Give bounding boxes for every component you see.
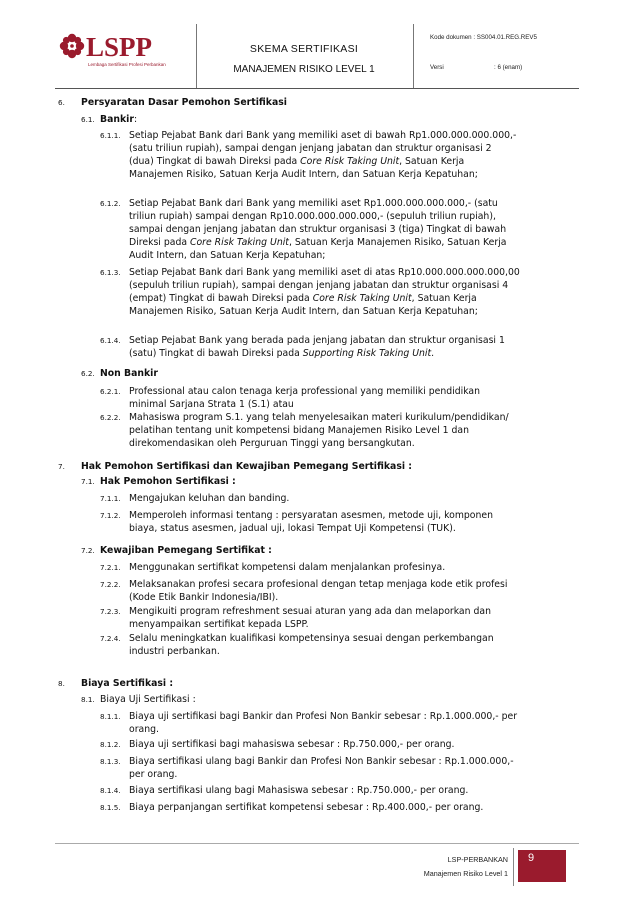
item-number: 6.2.2.	[100, 413, 121, 422]
page-header	[0, 0, 638, 90]
list-item: Biaya perpanjangan sertifikat kompetensi sebesar : Rp.400.000,- per orang.	[129, 802, 484, 813]
list-item: Mengikuiti program refreshment sesuai aturan yang ada dan melaporkan dan menyampaikan sertifikat kepada LSPP.	[129, 606, 491, 630]
footer-rule	[55, 843, 579, 844]
item-number: 6.1.3.	[100, 268, 121, 277]
lspp-logo	[58, 32, 198, 72]
list-item: Professional atau calon tenaga kerja professional yang memiliki pendidikan minimal Sarjana Strata 1 (S.1) atau	[129, 386, 481, 410]
list-item: Mahasiswa program S.1. yang telah menyelesaikan materi kurikulum/pendidikan/ pelatihan tentang unit kompetensi bidang Manajemen Risiko Level 1 dan direkomendasikan oleh Perguruan Tinggi yang bersangkutan.	[129, 412, 509, 449]
subsection-number: 6.2.	[81, 369, 95, 378]
item-number: 8.1.5.	[100, 803, 121, 812]
item-number: 8.1.4.	[100, 786, 121, 795]
section-number: 8.	[58, 679, 65, 688]
section-title: Biaya Sertifikasi :	[81, 678, 174, 689]
item-number: 7.1.1.	[100, 494, 121, 503]
list-item: Setiap Pejabat Bank dari Bank yang memiliki aset di atas Rp10.000.000.000.000,00 (sepuluh triliun rupiah), sampai dengan jenjang jabatan dan struktur organisasi 4 (empat) Tingkat di bawah Direksi pada Core Risk Taking Unit, Satuan Kerja Manajemen Risiko, Satuan Kerja Audit Intern, dan Satuan Kerja Kepatuhan;	[129, 267, 520, 317]
list-item: Selalu meningkatkan kualifikasi kompetensinya sesuai dengan perkembangan industri perbankan.	[129, 633, 494, 657]
footer-org: LSP-PERBANKAN	[447, 855, 508, 864]
header-divider	[413, 24, 414, 88]
item-number: 6.2.1.	[100, 387, 121, 396]
item-number: 7.1.2.	[100, 511, 121, 520]
subsection-number: 8.1.	[81, 695, 95, 704]
item-number: 6.1.1.	[100, 131, 121, 140]
list-item: Biaya uji sertifikasi bagi mahasiswa sebesar : Rp.750.000,- per orang.	[129, 739, 455, 750]
section-number: 6.	[58, 98, 65, 107]
document-version	[430, 64, 522, 71]
subsection-title: Biaya Uji Sertifikasi :	[100, 694, 196, 705]
item-number: 6.1.4.	[100, 336, 121, 345]
list-item: Biaya uji sertifikasi bagi Bankir dan Profesi Non Bankir sebesar : Rp.1.000.000,- per orang.	[129, 711, 518, 735]
header-rule	[55, 88, 579, 89]
list-item: Setiap Pejabat Bank yang berada pada jenjang jabatan dan struktur organisasi 1 (satu) Tingkat di bawah Direksi pada Supporting Risk Taking Unit.	[129, 335, 505, 359]
subsection-title: Hak Pemohon Sertifikasi :	[100, 476, 236, 487]
header-divider	[196, 24, 197, 88]
item-number: 7.2.1.	[100, 563, 121, 572]
subsection-number: 7.1.	[81, 477, 95, 486]
document-title: SKEMA SERTIFIKASI	[249, 43, 359, 55]
item-number: 6.1.2.	[100, 199, 121, 208]
subsection-title: Non Bankir	[100, 368, 158, 379]
document-subtitle: MANAJEMEN RISIKO LEVEL 1	[233, 64, 375, 75]
list-item: Biaya sertifikasi ulang bagi Mahasiswa sebesar : Rp.750.000,- per orang.	[129, 785, 469, 796]
list-item: Memperoleh informasi tentang : persyaratan asesmen, metode uji, komponen biaya, status asesmen, jadual uji, lokasi Tempat Uji Kompetensi (TUK).	[129, 510, 493, 534]
item-number: 8.1.1.	[100, 712, 121, 721]
subsection-title: Bankir:	[100, 114, 138, 125]
list-item: Setiap Pejabat Bank dari Bank yang memiliki aset di bawah Rp1.000.000.000.000,- (satu triliun rupiah), sampai dengan jenjang jabatan dan struktur organisasi 2 (dua) Tingkat di bawah Direksi pada Core Risk Taking Unit, Satuan Kerja Manajemen Risiko, Satuan Kerja Audit Intern, dan Satuan Kerja Kepatuhan;	[129, 130, 517, 180]
item-number: 8.1.3.	[100, 757, 121, 766]
footer-doc: Manajemen Risiko Level 1	[423, 869, 508, 878]
document-code: Kode dokumen : SS004.01.REG.REV5	[430, 34, 537, 41]
version-value: : 6 (enam)	[494, 64, 523, 71]
list-item: Melaksanakan profesi secara profesional dengan tetap menjaga kode etik profesi (Kode Etik Bankir Indonesia/IBI).	[129, 579, 508, 603]
item-number: 7.2.4.	[100, 634, 121, 643]
subsection-number: 7.2.	[81, 546, 95, 555]
item-number: 7.2.2.	[100, 580, 121, 589]
item-number: 8.1.2.	[100, 740, 121, 749]
section-number: 7.	[58, 462, 65, 471]
logo-subtext: Lembaga Sertifikasi Profesi Perbankan	[88, 62, 166, 67]
item-number: 7.2.3.	[100, 607, 121, 616]
list-item: Mengajukan keluhan dan banding.	[129, 493, 290, 504]
list-item: Setiap Pejabat Bank dari Bank yang memiliki aset Rp1.000.000.000.000,- (satu triliun rupiah) sampai dengan Rp10.000.000.000.000,- (sepuluh triliun rupiah), sampai dengan jenjang jabatan dan struktur organisasi 3 (tiga) Tingkat di bawah Direksi pada Core Risk Taking Unit, Satuan Kerja Manajemen Risiko, Satuan Kerja Audit Intern, dan Satuan Kerja Kepatuhan;	[129, 198, 507, 261]
subsection-title: Kewajiban Pemegang Sertifikat :	[100, 545, 272, 556]
logo-text: LSPP	[86, 32, 153, 62]
section-title: Persyaratan Dasar Pemohon Sertifikasi	[81, 97, 287, 108]
version-label: Versi	[430, 64, 444, 71]
subsection-number: 6.1.	[81, 115, 95, 124]
list-item: Biaya sertifikasi ulang bagi Bankir dan Profesi Non Bankir sebesar : Rp.1.000.000,- per orang.	[129, 756, 514, 780]
page-number-box	[518, 850, 566, 882]
list-item: Menggunakan sertifikat kompetensi dalam menjalankan profesinya.	[129, 562, 446, 573]
flower-icon	[58, 32, 86, 60]
section-title: Hak Pemohon Sertifikasi dan Kewajiban Pemegang Sertifikasi :	[81, 461, 412, 472]
page-number: 9	[528, 852, 535, 864]
footer-divider	[513, 848, 514, 886]
